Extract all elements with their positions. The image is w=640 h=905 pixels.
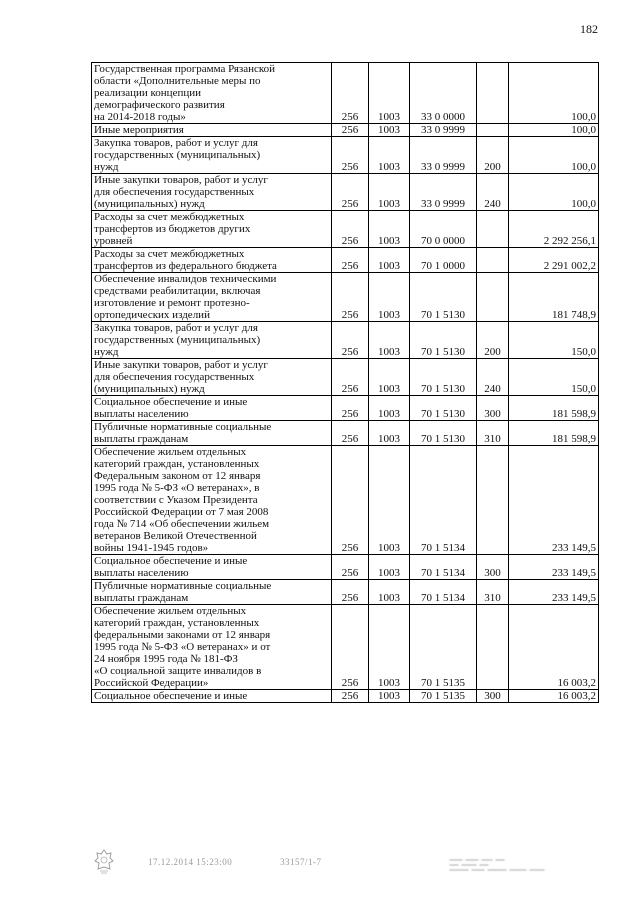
budget-item-name-line: реализации концепции bbox=[94, 87, 201, 99]
budget-row bbox=[92, 322, 599, 359]
budget-csr-cell: 70 1 5130 bbox=[410, 359, 477, 396]
budget-sum-cell: 100,0 bbox=[509, 124, 599, 137]
budget-item-name bbox=[92, 63, 332, 124]
budget-item-name-line: соответствии с Указом Президента bbox=[94, 494, 258, 506]
budget-csr-cell: 70 1 5130 bbox=[410, 396, 477, 421]
budget-item-name-line: Расходы за счет межбюджетных bbox=[94, 248, 245, 260]
budget-item-name-line: «О социальной защите инвалидов в bbox=[94, 665, 262, 677]
budget-row bbox=[92, 211, 599, 248]
budget-razd-cell: 1003 bbox=[369, 63, 410, 124]
budget-vr-cell: 310 bbox=[477, 580, 509, 605]
budget-item-name bbox=[92, 555, 332, 580]
budget-item-name-line: трансфертов из федерального бюджета bbox=[94, 260, 277, 272]
budget-row bbox=[92, 359, 599, 396]
budget-row bbox=[92, 396, 599, 421]
budget-ved-cell: 256 bbox=[332, 446, 369, 555]
budget-ved-cell: 256 bbox=[332, 421, 369, 446]
registration-watermark bbox=[448, 855, 558, 875]
budget-razd-cell: 1003 bbox=[369, 248, 410, 273]
budget-razd-cell: 1003 bbox=[369, 137, 410, 174]
budget-item-name-line: изготовление и ремонт протезно- bbox=[94, 297, 250, 309]
budget-row bbox=[92, 446, 599, 555]
budget-csr-cell: 70 1 5130 bbox=[410, 322, 477, 359]
budget-ved-cell: 256 bbox=[332, 359, 369, 396]
budget-item-name-line: Иные закупки товаров, работ и услуг bbox=[94, 174, 268, 186]
budget-vr-cell bbox=[477, 124, 509, 137]
budget-ved-cell: 256 bbox=[332, 174, 369, 211]
budget-item-name-line: Обеспечение жильем отдельных bbox=[94, 446, 247, 458]
stamp-id: 33157/1-7 bbox=[280, 857, 322, 867]
budget-row bbox=[92, 555, 599, 580]
budget-item-name-line: трансфертов из бюджетов других bbox=[94, 223, 251, 235]
budget-vr-cell bbox=[477, 605, 509, 690]
budget-sum-cell: 16 003,2 bbox=[509, 605, 599, 690]
budget-item-name-line: (муниципальных) нужд bbox=[94, 383, 205, 395]
budget-row bbox=[92, 174, 599, 211]
budget-item-name bbox=[92, 174, 332, 211]
budget-item-name bbox=[92, 211, 332, 248]
budget-vr-cell: 240 bbox=[477, 359, 509, 396]
budget-item-name-line: Социальное обеспечение и иные bbox=[94, 690, 248, 702]
budget-sum-cell: 150,0 bbox=[509, 322, 599, 359]
budget-item-name bbox=[92, 446, 332, 555]
budget-ved-cell: 256 bbox=[332, 396, 369, 421]
budget-ved-cell: 256 bbox=[332, 211, 369, 248]
budget-item-name-line: ветеранов Великой Отечественной bbox=[94, 530, 257, 542]
budget-item-name-line: нужд bbox=[94, 346, 119, 358]
budget-sum-cell: 100,0 bbox=[509, 174, 599, 211]
budget-item-name bbox=[92, 137, 332, 174]
budget-row bbox=[92, 124, 599, 137]
budget-razd-cell: 1003 bbox=[369, 322, 410, 359]
budget-item-name-line: Иные закупки товаров, работ и услуг bbox=[94, 359, 268, 371]
budget-row bbox=[92, 690, 599, 703]
budget-item-name-line: для обеспечения государственных bbox=[94, 371, 255, 383]
budget-csr-cell: 70 1 0000 bbox=[410, 248, 477, 273]
budget-razd-cell: 1003 bbox=[369, 446, 410, 555]
budget-row bbox=[92, 273, 599, 322]
budget-vr-cell bbox=[477, 446, 509, 555]
budget-item-name-line: категорий граждан, установленных bbox=[94, 458, 260, 470]
budget-item-name-line: Публичные нормативные социальные bbox=[94, 421, 272, 433]
budget-item-name-line: нужд bbox=[94, 161, 119, 173]
budget-item-name-line: Обеспечение инвалидов техническими bbox=[94, 273, 277, 285]
budget-vr-cell: 310 bbox=[477, 421, 509, 446]
budget-item-name-line: Закупка товаров, работ и услуг для bbox=[94, 137, 258, 149]
budget-vr-cell: 200 bbox=[477, 137, 509, 174]
budget-item-name-line: государственных (муниципальных) bbox=[94, 334, 261, 346]
budget-row bbox=[92, 248, 599, 273]
budget-item-name bbox=[92, 359, 332, 396]
budget-csr-cell: 33 0 9999 bbox=[410, 124, 477, 137]
budget-sum-cell: 150,0 bbox=[509, 359, 599, 396]
budget-sum-cell: 16 003,2 bbox=[509, 690, 599, 703]
budget-item-name-line: Расходы за счет межбюджетных bbox=[94, 211, 245, 223]
budget-sum-cell: 233 149,5 bbox=[509, 580, 599, 605]
budget-csr-cell: 33 0 0000 bbox=[410, 63, 477, 124]
budget-razd-cell: 1003 bbox=[369, 211, 410, 248]
budget-item-name-line: Закупка товаров, работ и услуг для bbox=[94, 322, 258, 334]
budget-sum-cell: 181 598,9 bbox=[509, 396, 599, 421]
budget-table-body bbox=[92, 63, 599, 703]
budget-item-name-line: средствами реабилитации, включая bbox=[94, 285, 261, 297]
budget-item-name bbox=[92, 248, 332, 273]
budget-razd-cell: 1003 bbox=[369, 580, 410, 605]
budget-razd-cell: 1003 bbox=[369, 605, 410, 690]
budget-razd-cell: 1003 bbox=[369, 273, 410, 322]
budget-csr-cell: 70 0 0000 bbox=[410, 211, 477, 248]
budget-sum-cell: 100,0 bbox=[509, 137, 599, 174]
budget-sum-cell: 233 149,5 bbox=[509, 446, 599, 555]
budget-item-name-line: ортопедических изделий bbox=[94, 309, 210, 321]
budget-table bbox=[91, 62, 599, 703]
budget-item-name-line: для обеспечения государственных bbox=[94, 186, 255, 198]
budget-ved-cell: 256 bbox=[332, 690, 369, 703]
budget-vr-cell: 300 bbox=[477, 555, 509, 580]
budget-vr-cell: 300 bbox=[477, 690, 509, 703]
budget-csr-cell: 70 1 5135 bbox=[410, 690, 477, 703]
budget-item-name bbox=[92, 124, 332, 137]
budget-item-name-line: года № 714 «Об обеспечении жильем bbox=[94, 518, 270, 530]
budget-item-name-line: области «Дополнительные меры по bbox=[94, 75, 261, 87]
budget-vr-cell bbox=[477, 63, 509, 124]
budget-csr-cell: 70 1 5134 bbox=[410, 580, 477, 605]
budget-sum-cell: 233 149,5 bbox=[509, 555, 599, 580]
budget-razd-cell: 1003 bbox=[369, 174, 410, 211]
budget-csr-cell: 70 1 5130 bbox=[410, 273, 477, 322]
budget-item-name-line: категорий граждан, установленных bbox=[94, 617, 260, 629]
budget-ved-cell: 256 bbox=[332, 580, 369, 605]
budget-item-name-line: 24 ноября 1995 года № 181-ФЗ bbox=[94, 653, 238, 665]
budget-ved-cell: 256 bbox=[332, 322, 369, 359]
budget-sum-cell: 2 292 256,1 bbox=[509, 211, 599, 248]
budget-ved-cell: 256 bbox=[332, 555, 369, 580]
budget-item-name-line: 1995 года № 5-ФЗ «О ветеранах» и от bbox=[94, 641, 271, 653]
budget-vr-cell bbox=[477, 273, 509, 322]
budget-item-name-line: Государственная программа Рязанской bbox=[94, 63, 276, 75]
budget-csr-cell: 33 0 9999 bbox=[410, 174, 477, 211]
budget-item-name-line: выплаты населению bbox=[94, 567, 189, 579]
budget-razd-cell: 1003 bbox=[369, 396, 410, 421]
budget-sum-cell: 2 291 002,2 bbox=[509, 248, 599, 273]
budget-item-name bbox=[92, 580, 332, 605]
budget-vr-cell: 300 bbox=[477, 396, 509, 421]
budget-row bbox=[92, 137, 599, 174]
budget-csr-cell: 70 1 5134 bbox=[410, 446, 477, 555]
budget-item-name-line: войны 1941-1945 годов» bbox=[94, 542, 209, 554]
budget-razd-cell: 1003 bbox=[369, 359, 410, 396]
budget-item-name bbox=[92, 273, 332, 322]
budget-item-name-line: Социальное обеспечение и иные bbox=[94, 396, 248, 408]
budget-ved-cell: 256 bbox=[332, 273, 369, 322]
stamp-date: 17.12.2014 15:23:00 bbox=[148, 857, 233, 867]
footer-stamp bbox=[90, 849, 590, 879]
budget-item-name-line: уровней bbox=[94, 235, 133, 247]
budget-item-name-line: Федеральным законом от 12 января bbox=[94, 470, 261, 482]
budget-item-name-line: 1995 года № 5-ФЗ «О ветеранах», в bbox=[94, 482, 260, 494]
budget-row bbox=[92, 580, 599, 605]
budget-sum-cell: 100,0 bbox=[509, 63, 599, 124]
budget-item-name bbox=[92, 605, 332, 690]
budget-item-name-line: Публичные нормативные социальные bbox=[94, 580, 272, 592]
budget-csr-cell: 70 1 5130 bbox=[410, 421, 477, 446]
budget-item-name bbox=[92, 690, 332, 703]
budget-vr-cell: 240 bbox=[477, 174, 509, 211]
budget-item-name-line: Российской Федерации» bbox=[94, 677, 209, 689]
budget-item-name-line: федеральными законами от 12 января bbox=[94, 629, 271, 641]
budget-item-name-line: выплаты гражданам bbox=[94, 433, 189, 445]
budget-item-name-line: выплаты населению bbox=[94, 408, 189, 420]
budget-csr-cell: 33 0 9999 bbox=[410, 137, 477, 174]
budget-row bbox=[92, 63, 599, 124]
budget-item-name bbox=[92, 421, 332, 446]
budget-ved-cell: 256 bbox=[332, 63, 369, 124]
budget-item-name-line: на 2014-2018 годы» bbox=[94, 111, 186, 123]
budget-sum-cell: 181 598,9 bbox=[509, 421, 599, 446]
budget-razd-cell: 1003 bbox=[369, 421, 410, 446]
budget-item-name-line: Российской Федерации от 7 мая 2008 bbox=[94, 506, 269, 518]
page-number: 182 bbox=[580, 22, 598, 36]
budget-ved-cell: 256 bbox=[332, 124, 369, 137]
budget-ved-cell: 256 bbox=[332, 248, 369, 273]
budget-row bbox=[92, 605, 599, 690]
budget-item-name-line: выплаты гражданам bbox=[94, 592, 189, 604]
budget-razd-cell: 1003 bbox=[369, 690, 410, 703]
budget-ved-cell: 256 bbox=[332, 605, 369, 690]
budget-item-name-line: Иные мероприятия bbox=[94, 124, 184, 136]
budget-vr-cell: 200 bbox=[477, 322, 509, 359]
budget-row bbox=[92, 421, 599, 446]
budget-item-name-line: Обеспечение жильем отдельных bbox=[94, 605, 247, 617]
budget-razd-cell: 1003 bbox=[369, 555, 410, 580]
budget-item-name-line: демографического развития bbox=[94, 99, 225, 111]
coat-of-arms-icon bbox=[94, 849, 114, 875]
budget-item-name bbox=[92, 322, 332, 359]
budget-item-name bbox=[92, 396, 332, 421]
budget-vr-cell bbox=[477, 211, 509, 248]
budget-item-name-line: государственных (муниципальных) bbox=[94, 149, 261, 161]
budget-csr-cell: 70 1 5135 bbox=[410, 605, 477, 690]
budget-sum-cell: 181 748,9 bbox=[509, 273, 599, 322]
budget-razd-cell: 1003 bbox=[369, 124, 410, 137]
budget-ved-cell: 256 bbox=[332, 137, 369, 174]
budget-csr-cell: 70 1 5134 bbox=[410, 555, 477, 580]
budget-item-name-line: Социальное обеспечение и иные bbox=[94, 555, 248, 567]
budget-item-name-line: (муниципальных) нужд bbox=[94, 198, 205, 210]
budget-vr-cell bbox=[477, 248, 509, 273]
